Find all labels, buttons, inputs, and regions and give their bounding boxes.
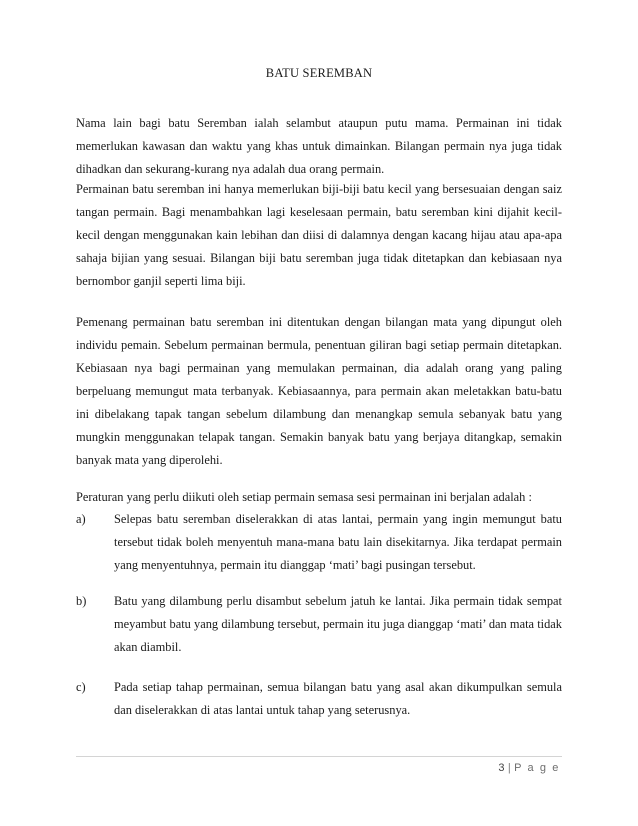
document-title: BATU SEREMBAN [265,66,373,80]
paragraph-intro: Nama lain bagi batu Seremban ialah selambut ataupun putu mama. Permainan ini tidak memerlukan kawasan dan waktu yang khas untuk dimainkan. Bilangan permain nya juga tidak dihadkan dan sekurang-kurang nya adalah dua orang permain. [76,116,562,176]
rule-marker: c) [76,680,86,694]
footer-separator: | [507,762,512,774]
rule-marker: a) [76,512,86,526]
page-footer [498,762,560,774]
paragraph-rules-intro: Peraturan yang perlu diikuti oleh setiap permain semasa sesi permainan ini berjalan adalah : [76,490,532,504]
paragraph-equipment: Permainan batu seremban ini hanya memerlukan biji-biji batu kecil yang bersesuaian dengan saiz tangan permain. Bagi menambahkan lagi keselesaan permain, batu seremban kini dijahit kecil-kecil dengan menggunakan kain lebihan dan diisi di dalamnya dengan kacang hijau atau apa-apa sahaja bijian yang sesuai. Bilangan biji batu seremban juga tidak ditetapkan dan kebiasaan nya bernombor ganjil seperti lima biji. [76,182,562,288]
paragraph-winner: Pemenang permainan batu seremban ini ditentukan dengan bilangan mata yang dipungut oleh individu pemain. Sebelum permainan bermula, penentuan giliran bagi setiap permain ditetapkan. Kebiasaan nya bagi permainan yang memulakan permainan, dia adalah orang yang paling berpeluang memungut mata terbanyak. Kebiasaannya, para permain akan meletakkan batu-batu ini dibelakang tapak tangan sebelum dilambung dan menangkap semula sebanyak batu yang mungkin menggunakan telapak tangan. Semakin banyak batu yang berjaya ditangkap, semakin banyak mata yang diperolehi. [76,315,562,467]
footer-divider [76,756,562,757]
rule-text: Selepas batu seremban diselerakkan di atas lantai, permain yang ingin memungut batu tersebut tidak boleh menyentuh mana-mana batu lain disekitarnya. Jika terdapat permain yang menyentuhnya, permain itu dianggap ‘mati’ bagi pusingan tersebut. [114,512,562,572]
rule-marker: b) [76,594,87,608]
rule-text: Batu yang dilambung perlu disambut sebelum jatuh ke lantai. Jika permain tidak sempat meyambut batu yang dilambung tersebut, permain itu juga dianggap ‘mati’ dan mata tidak akan diambil. [114,594,562,654]
rule-text: Pada setiap tahap permainan, semua bilangan batu yang asal akan dikumpulkan semula dan diselerakkan di atas lantai untuk tahap yang seterusnya. [114,680,562,717]
page-number: 3 [498,762,505,774]
page-label: P a g e [514,762,560,774]
